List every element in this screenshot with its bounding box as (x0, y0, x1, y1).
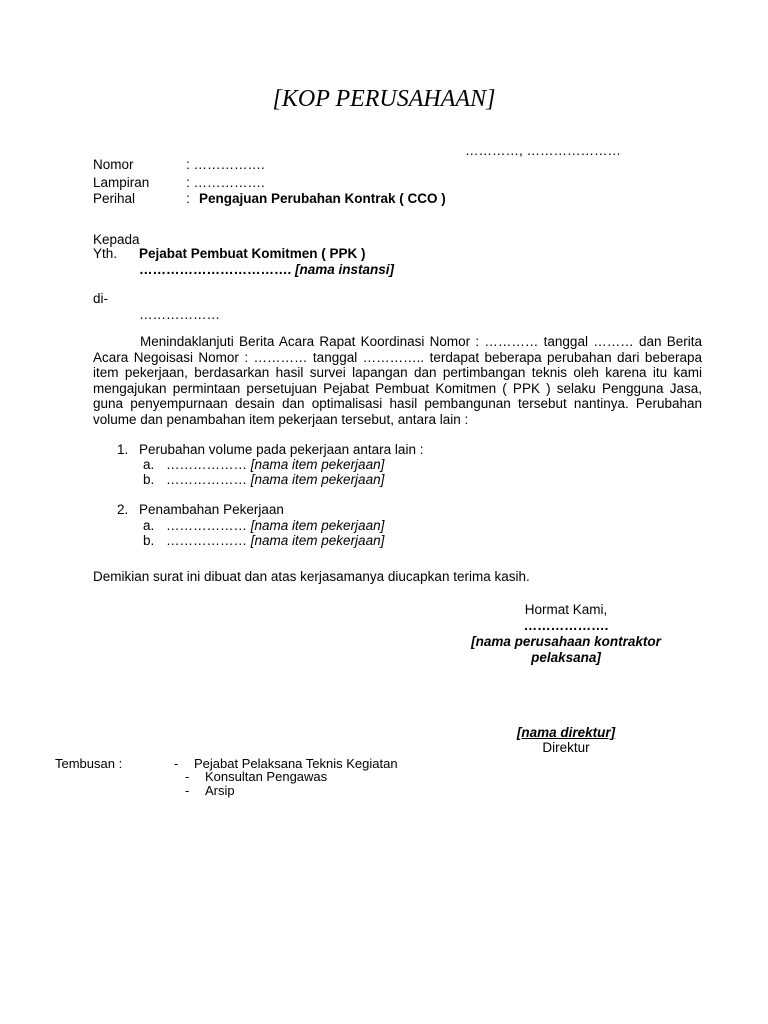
company-name-line2: pelaksana] (531, 650, 601, 665)
recipient-dots: ……………………………. (139, 262, 296, 277)
field-nomor-label: Nomor (93, 157, 134, 172)
list1-item-a (166, 457, 384, 473)
field-nomor-value: : ……………. (186, 157, 265, 172)
place-date: …………, ………………… (465, 143, 622, 158)
field-lampiran-label: Lampiran (93, 175, 150, 190)
list2-item-a (166, 518, 384, 534)
tembusan-item-1: Pejabat Pelaksana Teknis Kegiatan (194, 756, 398, 771)
list1-item-a-name: [nama item pekerjaan] (250, 457, 385, 472)
tembusan-dash-3: - (185, 783, 190, 798)
recipient-place: ……………… (139, 307, 220, 322)
list2-item-b-letter: b. (143, 533, 155, 548)
recipient-instansi-line (139, 262, 394, 278)
list2-item-a-letter: a. (143, 518, 155, 533)
list1-item-b-dots: ……………… (166, 472, 251, 487)
list2-item-b-dots: ……………… (166, 533, 251, 548)
director-title: Direktur (542, 740, 590, 755)
field-lampiran-value: : ……………. (186, 175, 265, 190)
recipient-kepada: Kepada (93, 232, 140, 247)
list2-number: 2. (117, 502, 129, 517)
tembusan-label: Tembusan : (55, 756, 123, 771)
list1-item-b-letter: b. (143, 472, 155, 487)
list1-item-a-letter: a. (143, 457, 155, 472)
list2-item-b (166, 533, 384, 549)
tembusan-item-3: Arsip (205, 783, 235, 798)
closing-sentence: Demikian surat ini dibuat dan atas kerjasamanya diucapkan terima kasih. (93, 569, 530, 584)
recipient-name: Pejabat Pembuat Komitmen ( PPK ) (139, 246, 366, 261)
body-paragraph-text: Menindaklanjuti Berita Acara Rapat Koordinasi Nomor : ………… tanggal ……… dan Berita Acara Negoisasi Nomor : ………… tanggal ………….. terdapat beberapa perubahan dari beberapa item pekerjaan, berdasarkan hasil survei lapangan dan pertimbangan teknis oleh karena itu kami mengajukan permintaan persetujuan Pejabat Pembuat Komitmen ( PPK ) selaku Pengguna Jasa, guna penyempurnaan desain dan optimalisasi hasil pembangunan tersebut nantinya. Perubahan volume dan penambahan item pekerjaan tersebut, antara lain : (93, 334, 702, 427)
list1-title: Perubahan volume pada pekerjaan antara lain : (139, 442, 424, 457)
list1-item-b-name: [nama item pekerjaan] (250, 472, 385, 487)
director-name: [nama direktur] (516, 725, 616, 740)
list2-title: Penambahan Pekerjaan (139, 502, 284, 517)
body-paragraph (93, 334, 702, 428)
list2-item-a-dots: ……………… (166, 518, 251, 533)
list2-item-b-name: [nama item pekerjaan] (250, 533, 385, 548)
tembusan-item-2: Konsultan Pengawas (205, 769, 328, 784)
list2-item-a-name: [nama item pekerjaan] (250, 518, 385, 533)
list1-item-a-dots: ……………… (166, 457, 251, 472)
tembusan-dash-1: - (174, 756, 179, 771)
recipient-yth: Yth. (93, 246, 118, 261)
signature-greeting: Hormat Kami, (524, 602, 608, 617)
recipient-di: di- (93, 291, 109, 306)
letterhead-title: [KOP PERUSAHAAN] (272, 86, 496, 112)
company-name-line1: [nama perusahaan kontraktor (471, 634, 661, 649)
list1-item-b (166, 472, 384, 488)
signature-dots: ………………. (523, 618, 609, 633)
field-perihal-colon: : (186, 191, 190, 206)
list1-number: 1. (117, 442, 129, 457)
field-perihal-value: Pengajuan Perubahan Kontrak ( CCO ) (199, 191, 446, 206)
recipient-instansi: [nama instansi] (295, 262, 395, 277)
tembusan-dash-2: - (185, 769, 190, 784)
field-perihal-label: Perihal (93, 191, 136, 206)
